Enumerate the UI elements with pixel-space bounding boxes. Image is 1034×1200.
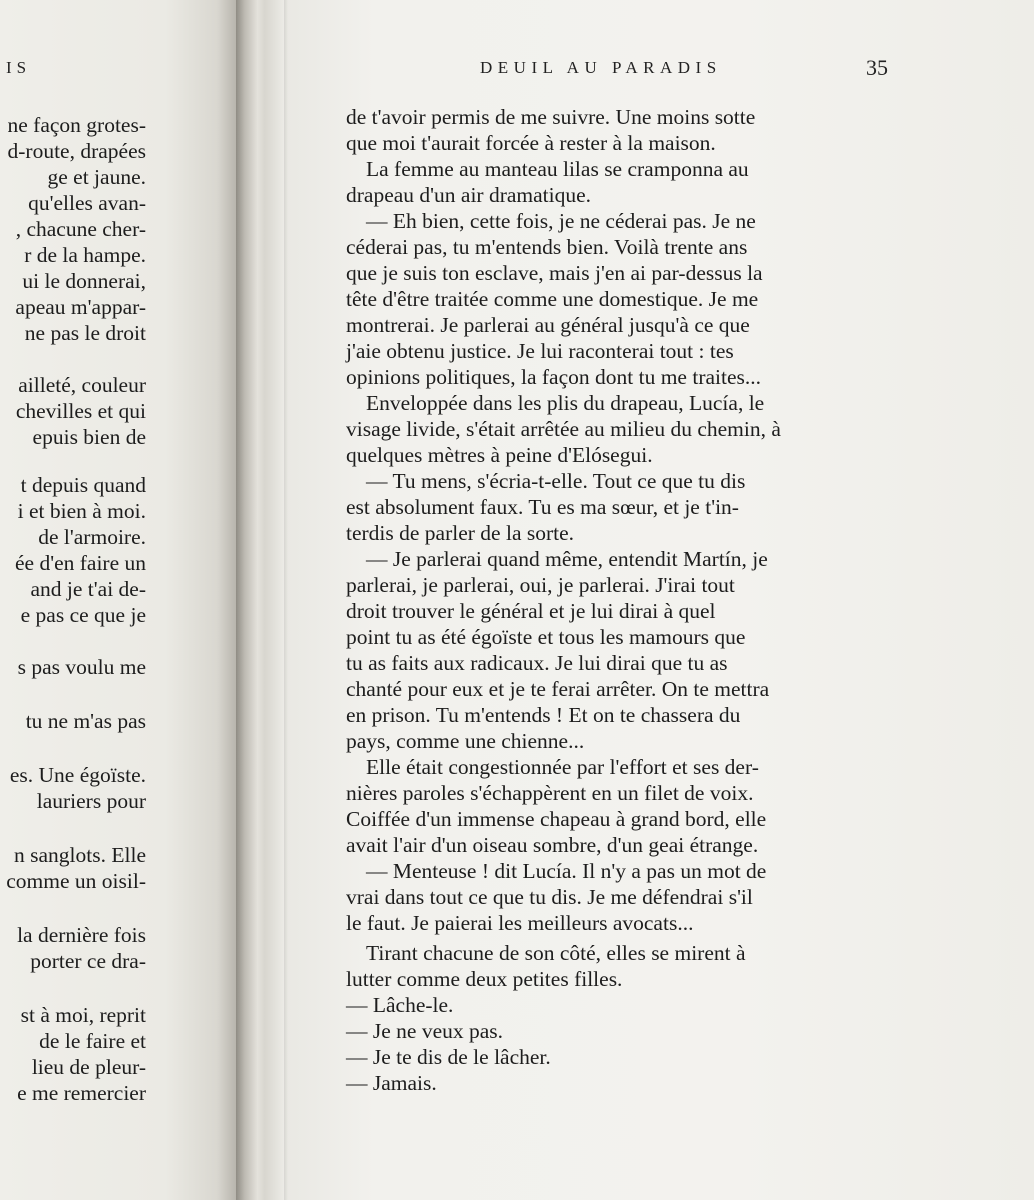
text-line: en prison. Tu m'entends ! Et on te chassera du (346, 703, 741, 727)
left-text-line: lauriers pour (36, 789, 146, 813)
left-text-line: ge et jaune. (47, 165, 146, 189)
text-line: — Je parlerai quand même, entendit Martín, je (366, 547, 768, 571)
text-line: — Lâche-le. (346, 993, 454, 1017)
left-text-line: ui le donnerai, (22, 269, 146, 293)
text-line: le faut. Je paierai les meilleurs avocats... (346, 911, 694, 935)
left-text-line: comme un oisil- (6, 869, 146, 893)
left-text-line: r de la hampe. (24, 243, 146, 267)
page-edge-shadow (284, 0, 288, 1200)
text-line: Enveloppée dans les plis du drapeau, Lucía, le (366, 391, 765, 415)
text-line: montrerai. Je parlerai au général jusqu'à ce que (346, 313, 750, 337)
left-text-line: e me remercier (17, 1081, 146, 1105)
text-line: — Eh bien, cette fois, je ne céderai pas. Je ne (366, 209, 756, 233)
text-line: La femme au manteau lilas se cramponna au (366, 157, 749, 181)
book-gutter (236, 0, 284, 1200)
right-page (284, 0, 1034, 1200)
left-text-line: epuis bien de (32, 425, 146, 449)
left-text-line: qu'elles avan- (28, 191, 146, 215)
left-text-line: de l'armoire. (38, 525, 146, 549)
text-line: que moi t'aurait forcée à rester à la maison. (346, 131, 716, 155)
text-line: quelques mètres à peine d'Elósegui. (346, 443, 653, 467)
text-line: nières paroles s'échappèrent en un filet de voix. (346, 781, 754, 805)
left-text-line: ailleté, couleur (18, 373, 146, 397)
page-number: 35 (866, 55, 888, 80)
left-text-line: n sanglots. Elle (14, 843, 146, 867)
text-line: est absolument faux. Tu es ma sœur, et je t'in- (346, 495, 739, 519)
left-text-line: and je t'ai de- (30, 577, 146, 601)
text-line: Elle était congestionnée par l'effort et ses der- (366, 755, 759, 779)
text-line: — Je te dis de le lâcher. (346, 1045, 551, 1069)
text-line: point tu as été égoïste et tous les mamours que (346, 625, 746, 649)
left-text-line: tu ne m'as pas (25, 709, 146, 733)
left-text-line: t depuis quand (20, 473, 146, 497)
text-line: — Menteuse ! dit Lucía. Il n'y a pas un mot de (366, 859, 767, 883)
left-text-line: ne pas le droit (24, 321, 146, 345)
left-text-line: ée d'en faire un (14, 551, 146, 575)
left-page (0, 0, 236, 1200)
text-line: — Jamais. (346, 1071, 437, 1095)
left-text-line: d-route, drapées (7, 139, 146, 163)
left-text-line: apeau m'appar- (15, 295, 146, 319)
text-line: drapeau d'un air dramatique. (346, 183, 592, 207)
left-text-line: porter ce dra- (30, 949, 146, 973)
text-line: céderai pas, tu m'entends bien. Voilà trente ans (346, 235, 748, 259)
left-text-line: la dernière fois (17, 923, 146, 947)
text-line: opinions politiques, la façon dont tu me traites... (346, 365, 761, 389)
text-line: chanté pour eux et je te ferai arrêter. On te mettra (346, 677, 770, 701)
left-text-line: es. Une égoïste. (9, 763, 146, 787)
text-line: parlerai, je parlerai, oui, je parlerai. J'irai tout (346, 573, 735, 597)
left-text-line: i et bien à moi. (17, 499, 146, 523)
left-text-line: , chacune cher- (15, 217, 146, 241)
left-text-line: de le faire et (39, 1029, 146, 1053)
text-line: tu as faits aux radicaux. Je lui dirai que tu as (346, 651, 728, 675)
running-head: DEUIL AU PARADIS (480, 58, 722, 77)
text-line: droit trouver le général et je lui dirai à quel (346, 599, 716, 623)
left-text-line: ne façon grotes- (7, 113, 146, 137)
text-line: visage livide, s'était arrêtée au milieu du chemin, à (346, 417, 781, 441)
text-line: que je suis ton esclave, mais j'en ai par-dessus la (346, 261, 763, 285)
text-line: tête d'être traitée comme une domestique. Je me (346, 287, 759, 311)
text-line: terdis de parler de la sorte. (346, 521, 575, 545)
left-text-line: lieu de pleur- (31, 1055, 146, 1079)
text-line: j'aie obtenu justice. Je lui raconterai tout : tes (346, 339, 734, 363)
text-line: — Je ne veux pas. (346, 1019, 504, 1043)
left-text-line: s pas voulu me (17, 655, 146, 679)
text-line: Coiffée d'un immense chapeau à grand bord, elle (346, 807, 767, 831)
text-line: avait l'air d'un oiseau sombre, d'un geai étrange. (346, 833, 759, 857)
left-running-head: IS (6, 58, 32, 77)
text-line: lutter comme deux petites filles. (346, 967, 623, 991)
text-line: pays, comme une chienne... (346, 729, 585, 753)
left-text-line: chevilles et qui (15, 399, 146, 423)
text-line: vrai dans tout ce que tu dis. Je me défendrai s'il (346, 885, 753, 909)
text-line: de t'avoir permis de me suivre. Une moins sotte (346, 105, 756, 129)
left-text-line: st à moi, reprit (20, 1003, 146, 1027)
text-line: — Tu mens, s'écria-t-elle. Tout ce que tu dis (366, 469, 746, 493)
left-text-line: e pas ce que je (20, 603, 146, 627)
text-line: Tirant chacune de son côté, elles se mirent à (366, 941, 746, 965)
